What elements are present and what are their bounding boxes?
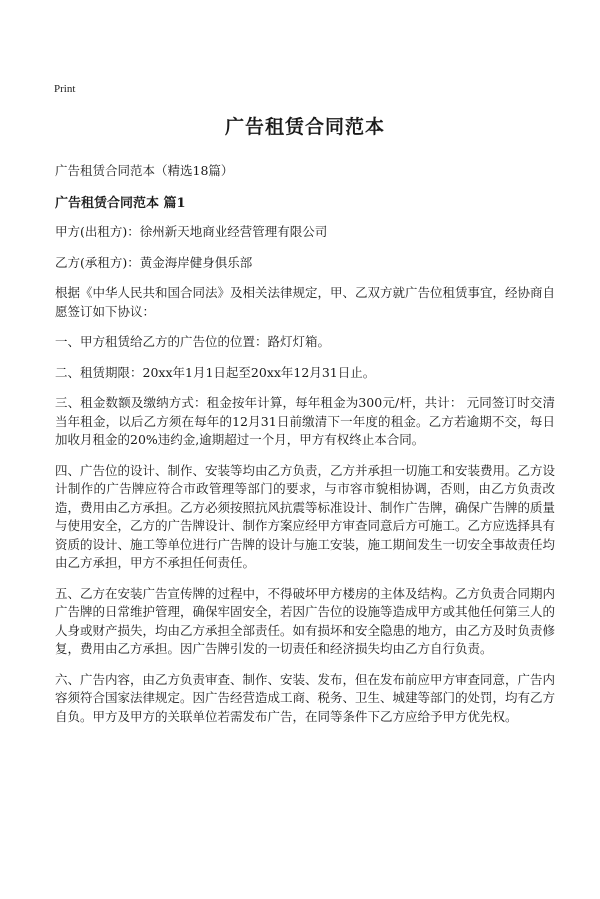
- clause-2-paragraph: 二、租赁期限：20xx年1月1日起至20xx年12月31日止。: [55, 364, 376, 380]
- party-b-paragraph: 乙方(承租方)：黄金海岸健身俱乐部: [55, 254, 253, 270]
- clause-5-paragraph: 五、乙方在安装广告宣传牌的过程中，不得破坏甲方楼房的主体及结构。乙方负责合同期内广告牌的日常维护管理，确保牢固安全，若因广告位的设施等造成甲方或其他任何第三人的人身或财产损失，均由乙方承担全部责任。如有损坏和安全隐患的地方，由乙方及时负责修复，费用由乙方承担。因广告牌引发的一切责任和经济损失均由乙方自行负责。: [55, 585, 556, 656]
- clause-4-paragraph: 四、广告位的设计、制作、安装等均由乙方负责，乙方并承担一切施工和安装费用。乙方设计制作的广告牌应符合市政管理等部门的要求，与市容市貌相协调，否则，由乙方负责改造，费用由乙方承担。乙方必须按照抗风抗震等标准设计、制作广告牌，确保广告牌的质量与使用安全，乙方的广告牌设计、制作方案应经甲方审查同意后方可施工。乙方应选择具有资质的设计、施工等单位进行广告牌的设计与施工安装，施工期间发生一切安全事故责任均由乙方承担，甲方不承担任何责任。: [55, 462, 556, 570]
- party-a-paragraph: 甲方(出租方)：徐州新天地商业经营管理有限公司: [55, 224, 328, 239]
- clause-3-paragraph: 三、租金数额及缴纳方式：租金按年计算，每年租金为300元/杆，共计： 元同签订时交清当年租金，以后乙方须在每年的12月31日前缴清下一年度的租金。乙方若逾期不交，每日加收月租金的20%违约金,逾期超过一个月，甲方有权终止本合同。: [55, 395, 555, 447]
- section-heading: 广告租赁合同范本 篇1: [55, 196, 186, 211]
- preamble-paragraph: 根据《中华人民共和国合同法》及相关法律规定，甲、乙双方就广告位租赁事宜，经协商自愿签订如下协议：: [55, 285, 556, 319]
- clause-1-paragraph: 一、甲方租赁给乙方的广告位的位置：路灯灯箱。: [55, 334, 331, 349]
- document-subtitle: 广告租赁合同范本（精选18篇）: [55, 163, 234, 178]
- document-body: [55, 112, 555, 738]
- document-title: 广告租赁合同范本: [224, 116, 385, 138]
- print-label: Print: [54, 83, 76, 95]
- clause-6-paragraph: 六、广告内容，由乙方负责审查、制作、安装、发布，但在发布前应甲方审查同意，广告内容须符合国家法律规定。因广告经营造成工商、税务、卫生、城建等部门的处罚，均有乙方自负。甲方及甲方的关联单位若需发布广告，在同等条件下乙方应给予甲方优先权。: [55, 671, 556, 724]
